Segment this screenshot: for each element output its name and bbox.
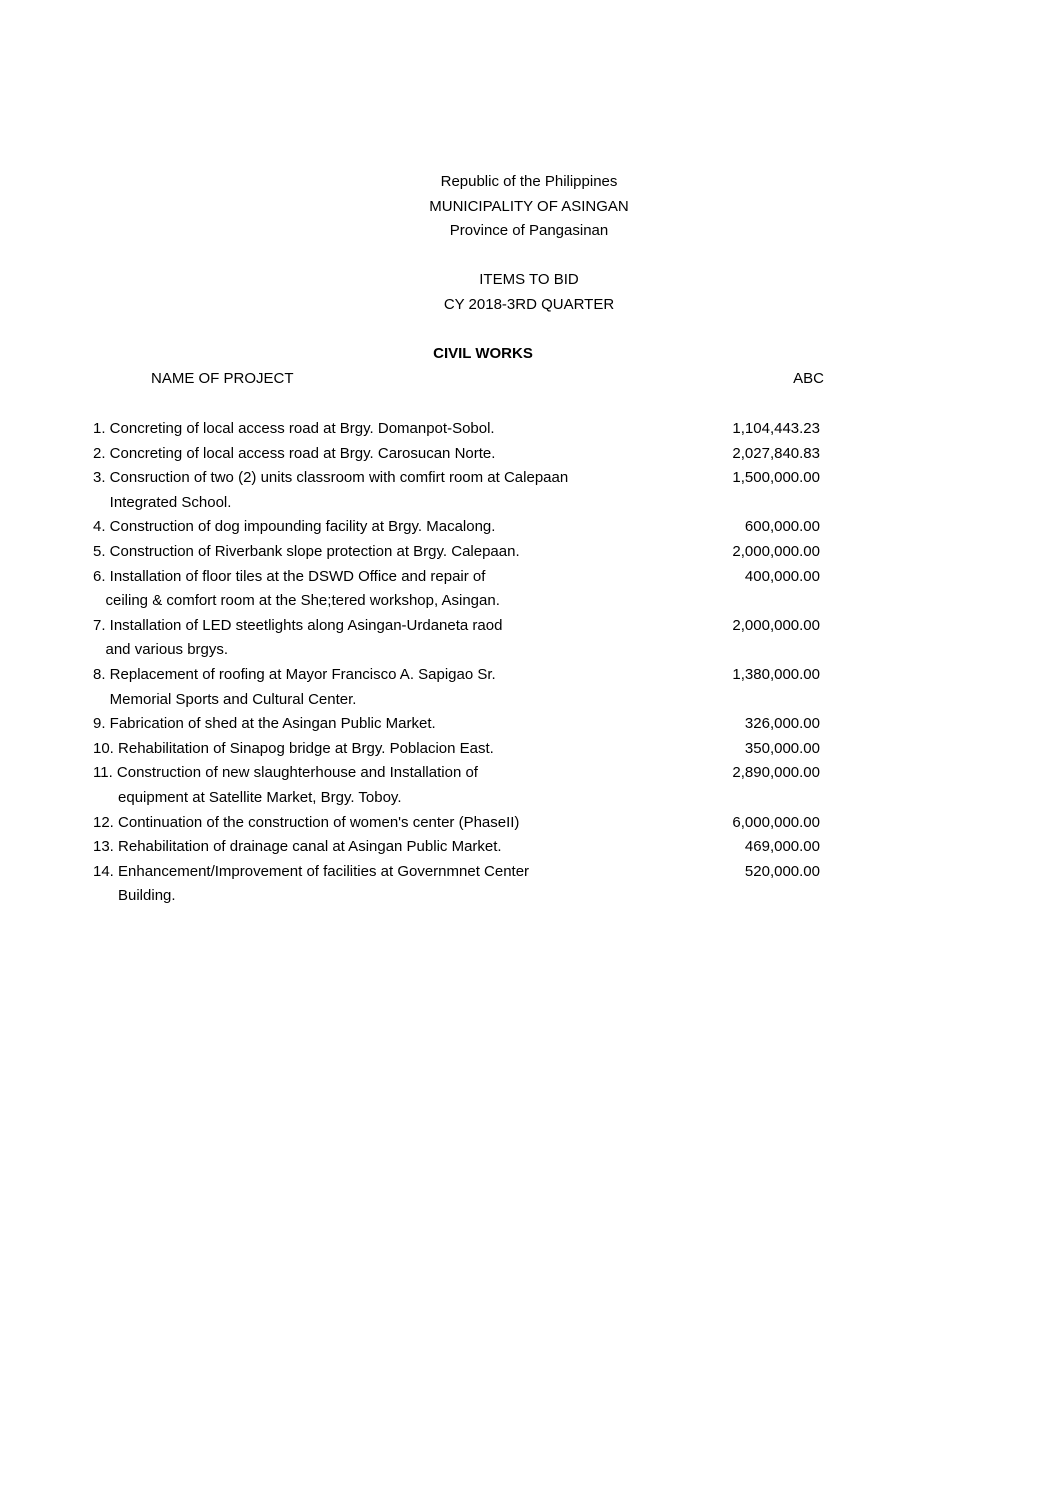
section-title: CIVIL WORKS (433, 345, 533, 362)
items-list (0, 417, 1058, 909)
project-abc-amount: 2,027,840.83 (732, 444, 820, 462)
list-item (0, 737, 1058, 762)
project-name (93, 442, 673, 467)
project-name (93, 540, 673, 565)
list-item (0, 614, 1058, 663)
list-item (0, 565, 1058, 614)
project-name-line: 3. Consruction of two (2) units classroom with comfirt room at Calepaan (93, 469, 569, 487)
project-name (93, 466, 673, 515)
list-item (0, 515, 1058, 540)
list-item (0, 860, 1058, 909)
project-abc-amount: 350,000.00 (744, 739, 820, 757)
list-item (0, 466, 1058, 515)
project-name-line: 1. Concreting of local access road at Brgy. Domanpot-Sobol. (93, 420, 495, 437)
header-republic: Republic of the Philippines (440, 173, 618, 190)
project-name (93, 712, 673, 737)
list-item (0, 663, 1058, 712)
project-name-line: 14. Enhancement/Improvement of facilities at Governmnet Center (93, 862, 530, 880)
project-name (93, 811, 673, 836)
header-items-to-bid: ITEMS TO BID (479, 271, 579, 288)
project-name (93, 565, 673, 614)
project-name-line: 6. Installation of floor tiles at the DSWD Office and repair of (93, 567, 486, 585)
list-item (0, 835, 1058, 860)
column-header-name: NAME OF PROJECT (151, 370, 294, 387)
project-name-line: 8. Replacement of roofing at Mayor Francisco A. Sapigao Sr. (93, 665, 496, 683)
project-name (93, 761, 673, 810)
project-abc-amount: 1,104,443.23 (732, 420, 820, 437)
list-item (0, 712, 1058, 737)
header-municipality: MUNICIPALITY OF ASINGAN (429, 198, 629, 215)
project-abc-amount: 600,000.00 (744, 518, 820, 536)
list-item (0, 811, 1058, 836)
project-abc-amount: 520,000.00 (744, 862, 820, 880)
project-name (93, 515, 673, 540)
project-name-line: 9. Fabrication of shed at the Asingan Public Market. (93, 715, 436, 733)
project-name (93, 860, 673, 909)
project-name (93, 417, 673, 442)
list-item (0, 761, 1058, 810)
project-name-line: 10. Rehabilitation of Sinapog bridge at Brgy. Poblacion East. (93, 739, 494, 757)
project-abc-amount: 400,000.00 (744, 567, 820, 585)
column-header-abc: ABC (793, 370, 824, 387)
project-abc-amount: 2,890,000.00 (732, 764, 820, 782)
project-abc-amount: 1,500,000.00 (732, 469, 820, 487)
project-abc-amount: 326,000.00 (744, 715, 820, 733)
header-period: CY 2018-3RD QUARTER (443, 296, 615, 313)
project-name (93, 663, 673, 712)
project-name-line: 11. Construction of new slaughterhouse and Installation of (93, 764, 478, 782)
project-name-line: Building. (93, 887, 176, 905)
project-name-line: 4. Construction of dog impounding facility at Brgy. Macalong. (93, 518, 496, 536)
project-abc-amount: 6,000,000.00 (732, 813, 820, 831)
project-name-line: equipment at Satellite Market, Brgy. Toboy. (93, 788, 402, 806)
project-abc-amount: 2,000,000.00 (732, 542, 820, 560)
project-name (93, 614, 673, 663)
project-name-line: 7. Installation of LED steetlights along Asingan-Urdaneta raod (93, 616, 503, 634)
header-province: Province of Pangasinan (449, 222, 609, 239)
list-item (0, 540, 1058, 565)
project-abc-amount: 469,000.00 (744, 838, 820, 856)
project-name-line: Integrated School. (93, 493, 232, 511)
list-item (0, 442, 1058, 467)
project-name-line: 5. Construction of Riverbank slope protection at Brgy. Calepaan. (93, 542, 520, 560)
project-abc-amount: 1,380,000.00 (732, 665, 820, 683)
project-name-line: ceiling & comfort room at the She;tered workshop, Asingan. (93, 592, 500, 610)
project-name-line: 12. Continuation of the construction of women's center (PhaseII) (93, 813, 520, 831)
project-name (93, 737, 673, 762)
project-name-line: Memorial Sports and Cultural Center. (93, 690, 357, 708)
project-name-line: 13. Rehabilitation of drainage canal at Asingan Public Market. (93, 838, 502, 856)
list-item (0, 417, 1058, 442)
project-name-line: and various brgys. (93, 641, 229, 659)
project-name-line: 2. Concreting of local access road at Brgy. Carosucan Norte. (93, 444, 496, 462)
project-abc-amount: 2,000,000.00 (732, 616, 820, 634)
project-name (93, 835, 673, 860)
